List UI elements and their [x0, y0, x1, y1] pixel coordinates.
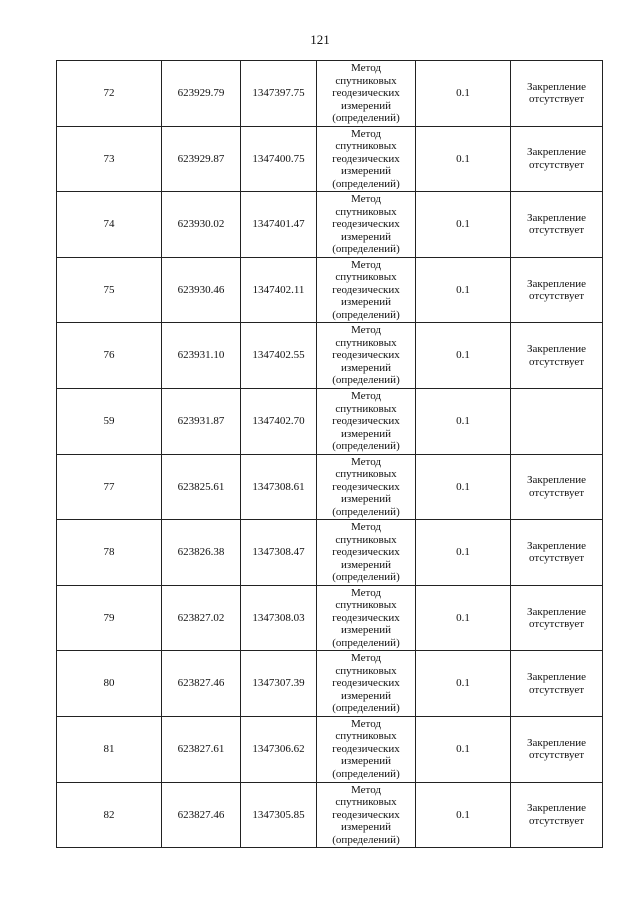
y-coordinate-cell: 1347401.47 — [241, 192, 317, 258]
accuracy-cell: 0.1 — [416, 651, 511, 717]
method-text-line: измерений — [341, 755, 391, 768]
method-text-line: геодезических — [332, 611, 400, 624]
table-row — [57, 454, 603, 520]
y-coordinate-cell: 1347306.62 — [241, 716, 317, 782]
point-number-cell: 76 — [57, 323, 162, 389]
table-row — [57, 323, 603, 389]
method-cell — [317, 585, 416, 651]
y-coordinate-cell: 1347308.03 — [241, 585, 317, 651]
fixation-text-line: отсутствует — [528, 93, 585, 106]
method-text-line: спутниковых — [335, 664, 397, 677]
coordinates-table — [56, 60, 603, 848]
method-cell — [317, 126, 416, 192]
method-cell — [317, 520, 416, 586]
y-coordinate-cell: 1347308.61 — [241, 454, 317, 520]
x-coordinate-cell: 623827.46 — [162, 782, 241, 848]
method-text-line: геодезических — [332, 677, 400, 690]
y-coordinate-cell: 1347400.75 — [241, 126, 317, 192]
fixation-cell — [511, 585, 603, 651]
method-text-line: геодезических — [332, 480, 400, 493]
method-text-line: измерений — [341, 296, 391, 309]
x-coordinate-cell: 623931.87 — [162, 388, 241, 454]
fixation-text-line: Закрепление — [526, 671, 587, 684]
method-text-line: (определений) — [332, 767, 400, 780]
fixation-cell — [511, 61, 603, 127]
method-text-line: (определений) — [332, 308, 400, 321]
fixation-text-line: Закрепление — [526, 736, 587, 749]
y-coordinate-cell: 1347397.75 — [241, 61, 317, 127]
method-text-line: (определений) — [332, 243, 400, 256]
method-text-line: спутниковых — [335, 796, 397, 809]
table-row — [57, 651, 603, 717]
method-text-line: (определений) — [332, 374, 400, 387]
method-text-line: Метод — [351, 717, 381, 730]
table-row — [57, 716, 603, 782]
x-coordinate-cell: 623930.46 — [162, 257, 241, 323]
method-text-line: измерений — [341, 558, 391, 571]
x-coordinate-cell: 623931.10 — [162, 323, 241, 389]
method-text-line: спутниковых — [335, 599, 397, 612]
method-cell — [317, 388, 416, 454]
fixation-cell — [511, 782, 603, 848]
y-coordinate-cell: 1347305.85 — [241, 782, 317, 848]
fixation-text-line: отсутствует — [528, 290, 585, 303]
accuracy-cell: 0.1 — [416, 388, 511, 454]
y-coordinate-cell: 1347402.55 — [241, 323, 317, 389]
fixation-cell — [511, 388, 603, 454]
table-row — [57, 126, 603, 192]
fixation-text-line: Закрепление — [526, 343, 587, 356]
fixation-text-line: отсутствует — [528, 749, 585, 762]
fixation-text-line: отсутствует — [528, 486, 585, 499]
method-text-line: измерений — [341, 361, 391, 374]
method-cell — [317, 651, 416, 717]
table-row — [57, 782, 603, 848]
method-text-line: (определений) — [332, 440, 400, 453]
fixation-text-line: отсутствует — [528, 814, 585, 827]
method-text-line: измерений — [341, 689, 391, 702]
accuracy-cell: 0.1 — [416, 126, 511, 192]
fixation-cell — [511, 651, 603, 717]
method-text-line: Метод — [351, 586, 381, 599]
method-text-line: спутниковых — [335, 140, 397, 153]
table-row — [57, 257, 603, 323]
x-coordinate-cell: 623826.38 — [162, 520, 241, 586]
method-text-line: геодезических — [332, 87, 400, 100]
fixation-text-line: отсутствует — [528, 552, 585, 565]
table-row — [57, 585, 603, 651]
point-number-cell: 79 — [57, 585, 162, 651]
fixation-text-line: Закрепление — [526, 277, 587, 290]
method-cell — [317, 716, 416, 782]
fixation-cell — [511, 126, 603, 192]
method-cell — [317, 61, 416, 127]
point-number-cell: 80 — [57, 651, 162, 717]
point-number-cell: 74 — [57, 192, 162, 258]
fixation-text-line: отсутствует — [528, 683, 585, 696]
method-text-line: измерений — [341, 165, 391, 178]
method-text-line: геодезических — [332, 808, 400, 821]
point-number-cell: 78 — [57, 520, 162, 586]
method-text-line: Метод — [351, 62, 381, 75]
method-text-line: Метод — [351, 390, 381, 403]
point-number-cell: 81 — [57, 716, 162, 782]
method-text-line: геодезических — [332, 546, 400, 559]
fixation-text-line: Закрепление — [526, 802, 587, 815]
y-coordinate-cell: 1347308.47 — [241, 520, 317, 586]
accuracy-cell: 0.1 — [416, 585, 511, 651]
method-text-line: геодезических — [332, 218, 400, 231]
coordinates-table-body — [57, 61, 603, 848]
method-cell — [317, 323, 416, 389]
method-cell — [317, 782, 416, 848]
accuracy-cell: 0.1 — [416, 520, 511, 586]
fixation-cell — [511, 257, 603, 323]
method-cell — [317, 454, 416, 520]
fixation-cell — [511, 716, 603, 782]
method-text-line: Метод — [351, 193, 381, 206]
method-text-line: Метод — [351, 783, 381, 796]
method-text-line: геодезических — [332, 742, 400, 755]
method-text-line: геодезических — [332, 415, 400, 428]
fixation-text-line: Закрепление — [526, 211, 587, 224]
table-row — [57, 192, 603, 258]
method-text-line: (определений) — [332, 177, 400, 190]
fixation-text-line: отсутствует — [528, 355, 585, 368]
method-text-line: геодезических — [332, 152, 400, 165]
x-coordinate-cell: 623929.79 — [162, 61, 241, 127]
y-coordinate-cell: 1347307.39 — [241, 651, 317, 717]
y-coordinate-cell: 1347402.11 — [241, 257, 317, 323]
x-coordinate-cell: 623930.02 — [162, 192, 241, 258]
accuracy-cell: 0.1 — [416, 323, 511, 389]
method-text-line: Метод — [351, 652, 381, 665]
method-text-line: измерений — [341, 493, 391, 506]
method-text-line: (определений) — [332, 636, 400, 649]
method-text-line: Метод — [351, 258, 381, 271]
method-text-line: спутниковых — [335, 402, 397, 415]
fixation-text-line: Закрепление — [526, 474, 587, 487]
table-row — [57, 520, 603, 586]
point-number-cell: 77 — [57, 454, 162, 520]
method-cell — [317, 257, 416, 323]
fixation-text-line: Закрепление — [526, 605, 587, 618]
accuracy-cell: 0.1 — [416, 257, 511, 323]
method-text-line: измерений — [341, 99, 391, 112]
fixation-text-line: Закрепление — [526, 539, 587, 552]
fixation-text-line: Закрепление — [526, 80, 587, 93]
accuracy-cell: 0.1 — [416, 454, 511, 520]
method-text-line: (определений) — [332, 702, 400, 715]
accuracy-cell: 0.1 — [416, 716, 511, 782]
method-text-line: геодезических — [332, 349, 400, 362]
method-text-line: Метод — [351, 455, 381, 468]
x-coordinate-cell: 623827.46 — [162, 651, 241, 717]
method-text-line: спутниковых — [335, 271, 397, 284]
x-coordinate-cell: 623827.61 — [162, 716, 241, 782]
fixation-text-line: Закрепление — [526, 146, 587, 159]
method-text-line: (определений) — [332, 833, 400, 846]
method-text-line: измерений — [341, 230, 391, 243]
x-coordinate-cell: 623929.87 — [162, 126, 241, 192]
method-text-line: спутниковых — [335, 730, 397, 743]
method-text-line: измерений — [341, 624, 391, 637]
fixation-cell — [511, 323, 603, 389]
point-number-cell: 73 — [57, 126, 162, 192]
method-text-line: спутниковых — [335, 533, 397, 546]
method-text-line: измерений — [341, 821, 391, 834]
method-text-line: измерений — [341, 427, 391, 440]
fixation-cell — [511, 454, 603, 520]
method-text-line: Метод — [351, 521, 381, 534]
method-text-line: спутниковых — [335, 205, 397, 218]
method-text-line: (определений) — [332, 505, 400, 518]
x-coordinate-cell: 623827.02 — [162, 585, 241, 651]
method-text-line: (определений) — [332, 112, 400, 125]
fixation-text-line: отсутствует — [528, 618, 585, 631]
method-text-line: Метод — [351, 324, 381, 337]
method-text-line: геодезических — [332, 283, 400, 296]
point-number-cell: 75 — [57, 257, 162, 323]
accuracy-cell: 0.1 — [416, 192, 511, 258]
y-coordinate-cell: 1347402.70 — [241, 388, 317, 454]
fixation-text-line: отсутствует — [528, 224, 585, 237]
method-text-line: Метод — [351, 127, 381, 140]
method-text-line: спутниковых — [335, 336, 397, 349]
x-coordinate-cell: 623825.61 — [162, 454, 241, 520]
method-text-line: спутниковых — [335, 74, 397, 87]
table-row — [57, 61, 603, 127]
fixation-text-line: отсутствует — [528, 158, 585, 171]
point-number-cell: 59 — [57, 388, 162, 454]
accuracy-cell: 0.1 — [416, 782, 511, 848]
point-number-cell: 72 — [57, 61, 162, 127]
fixation-cell — [511, 520, 603, 586]
accuracy-cell: 0.1 — [416, 61, 511, 127]
page-number: 121 — [310, 32, 330, 47]
fixation-cell — [511, 192, 603, 258]
method-cell — [317, 192, 416, 258]
method-text-line: спутниковых — [335, 468, 397, 481]
method-text-line: (определений) — [332, 571, 400, 584]
table-row — [57, 388, 603, 454]
point-number-cell: 82 — [57, 782, 162, 848]
